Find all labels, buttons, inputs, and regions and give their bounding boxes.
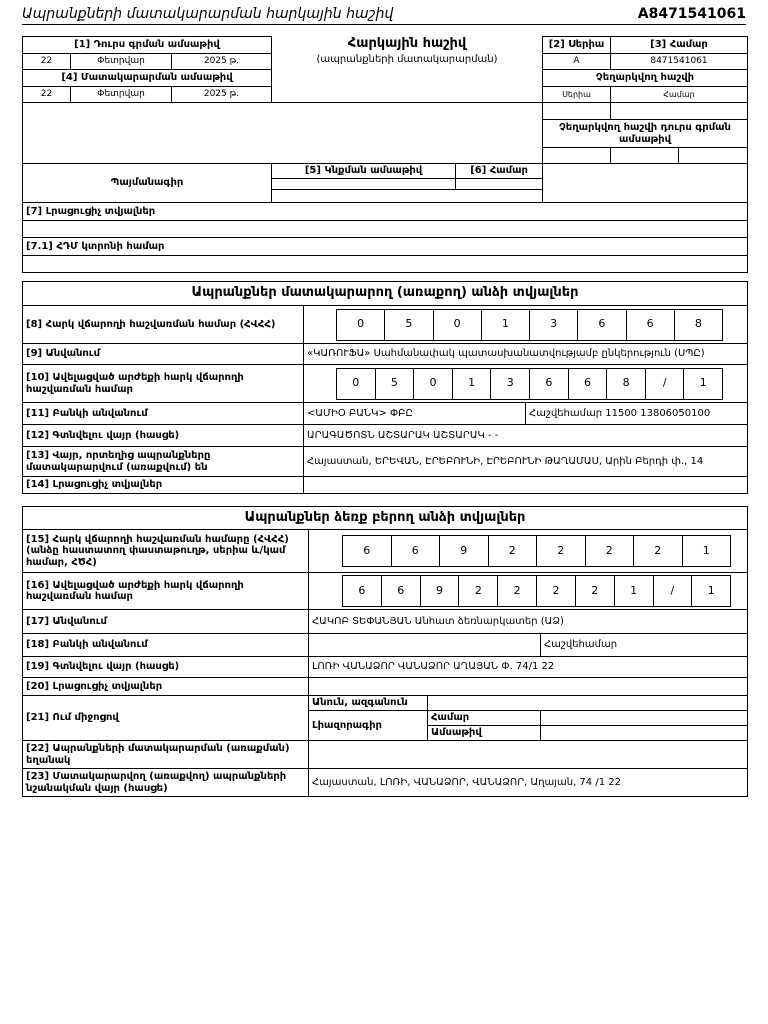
supplier-tin-digit: 5 <box>385 310 433 340</box>
supplier-name: «ԿԱՌՈՒՖԱ» Սահմանափակ պատասխանատվությամբ ընկերություն (ՍՊԸ) <box>304 344 748 365</box>
buyer-bank-value <box>309 634 541 657</box>
cancelled-date-day <box>543 148 611 164</box>
buyer-tin-digit: 1 <box>702 543 710 557</box>
buyer-name: ՀԱԿՈԲ ՏԵՓԱՆՅԱՆ Անհատ ձեռնարկատեր (ԱՁ) <box>309 610 748 634</box>
buyer-poa-label: Լիազորագիր <box>309 711 428 741</box>
supplier-vat-digit: 5 <box>376 369 415 399</box>
supplier-account: Հաշվեհամար 11500 13806050100 <box>526 403 748 425</box>
cancelled-series-label: Սերիա <box>543 87 611 103</box>
buyer-vat-digit: / <box>654 576 693 606</box>
supplier-vat-digit: / <box>646 369 685 399</box>
buyer-tin-cell <box>309 530 748 573</box>
contract-number-value <box>456 178 542 189</box>
sign-date-label: [5] Կնքման ամսաթիվ <box>272 164 456 178</box>
supplier-tin-digit: 8 <box>694 317 702 331</box>
extra-value <box>23 221 748 238</box>
supplier-tin-digit: 6 <box>627 310 675 340</box>
buyer-vat-digit: 6 <box>343 576 382 606</box>
buyer-dest-label: [23] Մատակարարվող (առաքվող) ապրանքների նշանակման վայր (հասցե) <box>23 769 309 797</box>
buyer-vat-digit: 6 <box>382 576 421 606</box>
supplier-extra-value <box>304 477 748 494</box>
cancelled-number-label: Համար <box>611 87 748 103</box>
supplier-vat-digit: 6 <box>569 369 608 399</box>
supply-month: Փետրվար <box>71 87 172 103</box>
buyer-tin-digit: 6 <box>392 536 441 566</box>
buyer-vat-digit: 9 <box>421 576 460 606</box>
supplier-tin-digit: 1 <box>482 310 530 340</box>
cancelled-series-value <box>543 103 611 120</box>
supplier-tin-digit: 6 <box>578 310 626 340</box>
supplier-extra-label: [14] Լրացուցիչ տվյալներ <box>23 477 304 494</box>
doc-title-cell <box>272 37 543 103</box>
buyer-vat-digit: 2 <box>537 576 576 606</box>
buyer-bank-label: [18] Բանկի անվանում <box>23 634 309 657</box>
supplier-address-label: [12] Գտնվելու վայր (հասցե) <box>23 425 304 447</box>
supplier-vat-label: [10] Ավելացված արժեքի հարկ վճարողի հաշվառման համար <box>23 365 304 403</box>
control-value <box>23 256 748 273</box>
buyer-dest: Հայաստան, ԼՈՌԻ, ՎԱՆԱՁՈՐ, ՎԱՆԱՁՈՐ, Աղայան, 74 /1 22 <box>309 769 748 797</box>
series-label: [2] Սերիա <box>543 37 611 54</box>
sign-date-cell <box>272 164 543 190</box>
supplier-tin-digit: 3 <box>530 310 578 340</box>
buyer-tin-digit: 2 <box>634 536 683 566</box>
invoice-number: A8471541061 <box>637 6 746 22</box>
buyer-tin-digit: 6 <box>343 536 392 566</box>
blank-area <box>23 103 543 164</box>
supplier-title: Ապրանքներ մատակարարող (առաքող) անձի տվյալներ <box>23 282 748 306</box>
issue-year: 2025 թ. <box>172 54 272 70</box>
buyer-vat-digit: 2 <box>576 576 615 606</box>
supply-day: 22 <box>23 87 71 103</box>
buyer-tin-digit: 9 <box>440 536 489 566</box>
series-value: A <box>543 54 611 70</box>
supplier-name-label: [9] Անվանում <box>23 344 304 365</box>
supplier-ship: Հայաստան, ԵՐԵՎԱՆ, ԷՐԵԲՈՒՆԻ, ԷՐԵԲՈՒՆԻ ԹԱՂԱՄԱՍ, Արին Բերդի փ., 14 <box>304 447 748 477</box>
supplier-vat-digit: 3 <box>491 369 530 399</box>
buyer-tin-digits <box>342 535 731 567</box>
top-section <box>22 36 748 273</box>
buyer-vat-digit: 2 <box>459 576 498 606</box>
supplier-vat-digit: 8 <box>607 369 646 399</box>
supplier-address: ԱՐԱԳԱԾՈՏՆ ԱՇՏԱՐԱԿ ԱՇՏԱՐԱԿ - - <box>304 425 748 447</box>
control-label: [7.1] ՀԴՄ կտրոնի համար <box>23 238 748 256</box>
supplier-tin-label: [8] Հարկ վճարողի հաշվառման համար (ՀՎՀՀ) <box>23 306 304 344</box>
buyer-vat-digit: 1 <box>615 576 654 606</box>
supplier-vat-digit: 0 <box>337 369 376 399</box>
buyer-address-label: [19] Գտնվելու վայր (հասցե) <box>23 657 309 678</box>
supplier-bank-label: [11] Բանկի անվանում <box>23 403 304 425</box>
buyer-extra-label: [20] Լրացուցիչ տվյալներ <box>23 678 309 696</box>
buyer-tin-label: [15] Հարկ վճարողի հաշվառման համարը (ՀՎՀՀ) (անձը հաստատող փաստաթուղթ, սերիա և/կամ համար, ՀԾՀ) <box>23 530 309 573</box>
number-label: [3] Համար <box>611 37 748 54</box>
buyer-vat-cell <box>309 573 748 610</box>
buyer-title: Ապրանքներ ձեռք բերող անձի տվյալներ <box>23 507 748 530</box>
supplier-tin-cell <box>304 306 748 344</box>
buyer-vat-digit: 1 <box>707 583 715 597</box>
supplier-tin-digits <box>336 309 723 341</box>
buyer-address: ԼՈՌԻ ՎԱՆԱՁՈՐ ՎԱՆԱՁՈՐ ԱՂԱՅԱՆ Փ. 74/1 22 <box>309 657 748 678</box>
number-value: 8471541061 <box>611 54 748 70</box>
buyer-name-label: [17] Անվանում <box>23 610 309 634</box>
sign-date-value <box>272 178 456 189</box>
buyer-fullname-label: Անուն, ազգանուն <box>309 696 428 711</box>
buyer-extra-value <box>309 678 748 696</box>
contract-label: Պայմանագիր <box>23 164 272 203</box>
buyer-poa-date-label: Ամսաթիվ <box>428 726 541 741</box>
page-title: Ապրանքների մատակարարման հարկային հաշիվ <box>22 6 394 22</box>
issue-month: Փետրվար <box>71 54 172 70</box>
supplier-section <box>22 281 748 494</box>
buyer-method-value <box>309 741 748 769</box>
supplier-vat-digit: 0 <box>414 369 453 399</box>
buyer-tin-digit: 2 <box>537 536 586 566</box>
buyer-poa-number-value <box>541 711 748 726</box>
page-header <box>22 6 746 25</box>
buyer-vat-label: [16] Ավելացված արժեքի հարկ վճարողի հաշվառման համար <box>23 573 309 610</box>
cancelled-date-label: Չեղարկվող հաշվի դուրս գրման ամսաթիվ <box>543 120 748 148</box>
cancelled-date-year <box>679 148 748 164</box>
buyer-poa-number-label: Համար <box>428 711 541 726</box>
supply-date-label: [4] Մատակարարման ամսաթիվ <box>23 70 272 87</box>
buyer-account: Հաշվեհամար <box>541 634 748 657</box>
supplier-vat-digits <box>336 368 723 400</box>
buyer-vat-digits <box>342 575 731 607</box>
cancelled-label: Չեղարկվող հաշվի <box>543 70 748 87</box>
supply-year: 2025 թ. <box>172 87 272 103</box>
supplier-vat-digit: 1 <box>699 376 707 390</box>
supplier-vat-digit: 6 <box>530 369 569 399</box>
cancelled-number-value <box>611 103 748 120</box>
buyer-tin-digit: 2 <box>489 536 538 566</box>
issue-date-label: [1] Դուրս գրման ամսաթիվ <box>23 37 272 54</box>
doc-subtitle: (ապրանքների մատակարարման) <box>316 54 498 66</box>
extra-label: [7] Լրացուցիչ տվյալներ <box>23 203 748 221</box>
contract-right-blank <box>543 164 748 203</box>
buyer-via-label: [21] Ում միջոցով <box>23 696 309 741</box>
cancelled-date-month <box>611 148 679 164</box>
buyer-fullname-value <box>428 696 748 711</box>
contract-number-label: [6] Համար <box>456 164 542 178</box>
buyer-section <box>22 506 748 797</box>
issue-day: 22 <box>23 54 71 70</box>
supplier-bank: <ԱՄԻՕ ԲԱՆԿ> ՓԲԸ <box>304 403 526 425</box>
doc-title: Հարկային հաշիվ <box>347 35 467 51</box>
buyer-method-label: [22] Ապրանքների մատակարարման (առաքման) եղանակ <box>23 741 309 769</box>
buyer-tin-digit: 2 <box>586 536 635 566</box>
supplier-vat-cell <box>304 365 748 403</box>
supplier-tin-digit: 0 <box>337 310 385 340</box>
supplier-tin-digit: 0 <box>434 310 482 340</box>
supplier-ship-label: [13] Վայր, որտեղից ապրանքները մատակարարվում (առաքվում) են <box>23 447 304 477</box>
buyer-vat-digit: 2 <box>498 576 537 606</box>
supplier-vat-digit: 1 <box>453 369 492 399</box>
buyer-poa-date-value <box>541 726 748 741</box>
contract-subtable <box>272 164 542 189</box>
